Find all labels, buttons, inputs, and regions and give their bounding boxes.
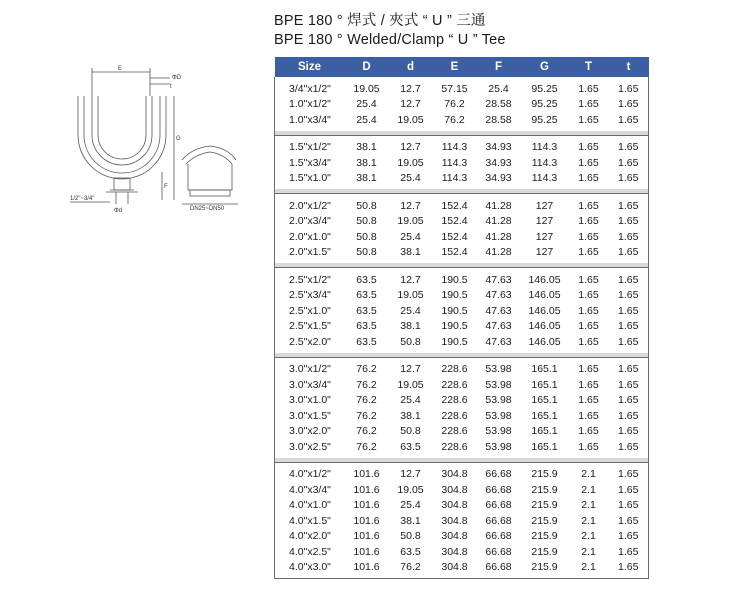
size-cell: 2.0"x3/4" (275, 214, 345, 230)
value-cell: 146.05 (528, 320, 561, 333)
value-cell: 215.9 (531, 514, 558, 527)
value-cell: 1.65 (578, 363, 599, 376)
value-cell: 165.1 (531, 394, 558, 407)
value-cell: 41.28 (485, 230, 512, 243)
table-row (275, 155, 649, 171)
value-cell: 1.65 (609, 155, 649, 171)
header-e: E (433, 57, 477, 77)
value-cell: 1.65 (609, 288, 649, 304)
value-cell: 76.2 (389, 560, 433, 579)
value-cell: 41.28 (485, 246, 512, 259)
size-cell: 2.0"x1/2" (275, 198, 345, 214)
table-header-row (275, 57, 649, 77)
value-cell: 190.5 (441, 335, 468, 348)
table-row (275, 482, 649, 498)
value-cell: 215.9 (521, 560, 569, 579)
value-cell: 34.93 (485, 172, 512, 185)
value-cell: 63.5 (356, 273, 377, 286)
dim-label-phid-inner: Φd (114, 208, 123, 214)
value-cell: 127 (535, 199, 554, 212)
value-cell: 19.05 (353, 82, 380, 95)
value-cell: 28.58 (485, 113, 512, 126)
value-cell: 1.65 (578, 230, 599, 243)
value-cell: 1.65 (578, 394, 599, 407)
value-cell: 76.2 (444, 98, 465, 111)
value-cell: 146.05 (528, 289, 561, 302)
value-cell: 66.68 (485, 499, 512, 512)
value-cell: 1.65 (609, 214, 649, 230)
value-cell: 25.4 (400, 304, 421, 317)
value-cell: 12.7 (400, 199, 421, 212)
value-cell: 47.63 (485, 273, 512, 286)
value-cell: 114.3 (441, 141, 468, 154)
table-row (275, 81, 649, 97)
value-cell: 1.65 (578, 98, 599, 111)
table-row (275, 198, 649, 214)
value-cell: 12.7 (400, 468, 421, 481)
value-cell: 1.65 (578, 378, 599, 391)
table-row (275, 513, 649, 529)
value-cell: 34.93 (485, 141, 512, 154)
value-cell: 95.25 (531, 82, 558, 95)
header-t-upper: T (569, 57, 609, 77)
value-cell: 215.9 (531, 499, 558, 512)
value-cell: 1.65 (578, 273, 599, 286)
value-cell: 76.2 (356, 378, 377, 391)
value-cell: 127 (535, 215, 554, 228)
value-cell: 2.1 (569, 560, 609, 579)
header-d-inner: d (389, 57, 433, 77)
value-cell: 1.65 (609, 362, 649, 378)
value-cell: 63.5 (356, 335, 377, 348)
size-cell: 3.0"x2.5" (275, 439, 345, 458)
size-cell: 4.0"x2.0" (275, 529, 345, 545)
value-cell: 146.05 (528, 304, 561, 317)
value-cell: 101.6 (353, 530, 380, 543)
table-row (275, 171, 649, 190)
size-cell: 2.5"x1.5" (275, 319, 345, 335)
value-cell: 38.1 (400, 409, 421, 422)
value-cell: 38.1 (356, 156, 377, 169)
value-cell: 25.4 (400, 499, 421, 512)
value-cell: 190.5 (441, 273, 468, 286)
value-cell: 114.3 (531, 172, 558, 185)
value-cell: 101.6 (353, 545, 380, 558)
value-cell: 47.63 (485, 289, 512, 302)
size-cell: 4.0"x2.5" (275, 544, 345, 560)
value-cell: 165.1 (531, 363, 558, 376)
value-cell: 304.8 (441, 545, 468, 558)
value-cell: 2.1 (581, 545, 596, 558)
value-cell: 25.4 (400, 394, 421, 407)
value-cell: 50.8 (400, 530, 421, 543)
value-cell: 1.65 (578, 246, 599, 259)
table-row (275, 319, 649, 335)
value-cell: 1.65 (609, 482, 649, 498)
value-cell: 101.6 (353, 468, 380, 481)
value-cell: 1.65 (609, 198, 649, 214)
value-cell: 1.65 (578, 425, 599, 438)
value-cell: 53.98 (485, 409, 512, 422)
value-cell: 12.7 (400, 82, 421, 95)
value-cell: 34.93 (485, 156, 512, 169)
size-cell: 2.5"x1.0" (275, 303, 345, 319)
value-cell: 1.65 (609, 377, 649, 393)
value-cell: 228.6 (441, 409, 468, 422)
value-cell: 228.6 (441, 378, 468, 391)
size-cell: 2.0"x1.5" (275, 245, 345, 264)
value-cell: 66.68 (485, 514, 512, 527)
value-cell: 95.25 (531, 113, 558, 126)
value-cell: 1.65 (609, 498, 649, 514)
value-cell: 228.6 (441, 394, 468, 407)
header-size: Size (275, 57, 345, 77)
value-cell: 146.05 (528, 273, 561, 286)
value-cell: 76.2 (444, 113, 465, 126)
size-cell: 3/4"x1/2" (275, 81, 345, 97)
value-cell: 50.8 (400, 335, 421, 348)
value-cell: 127 (535, 230, 554, 243)
value-cell: 152.4 (441, 199, 468, 212)
table-row (275, 303, 649, 319)
value-cell: 1.65 (578, 156, 599, 169)
value-cell: 1.65 (578, 320, 599, 333)
title-chinese: BPE 180 ° 焊式 / 夾式 “ U ” 三通 (274, 13, 486, 29)
header-g: G (521, 57, 569, 77)
value-cell: 152.4 (441, 215, 468, 228)
value-cell: 1.65 (578, 304, 599, 317)
value-cell: 12.7 (400, 141, 421, 154)
size-cell: 3.0"x1.0" (275, 393, 345, 409)
size-cell: 4.0"x3.0" (275, 560, 345, 579)
value-cell: 50.8 (356, 246, 377, 259)
value-cell: 1.65 (578, 172, 599, 185)
value-cell: 19.05 (397, 215, 424, 228)
value-cell: 101.6 (353, 514, 380, 527)
value-cell: 1.65 (609, 140, 649, 156)
dim-label-g: G (176, 136, 181, 142)
table-row (275, 560, 649, 579)
value-cell: 1.65 (578, 215, 599, 228)
value-cell: 38.1 (356, 172, 377, 185)
table-row (275, 377, 649, 393)
title-block (274, 12, 506, 50)
value-cell: 1.65 (609, 424, 649, 440)
value-cell: 19.05 (397, 113, 424, 126)
size-cell: 3.0"x1.5" (275, 408, 345, 424)
value-cell: 1.65 (609, 544, 649, 560)
table-row (275, 498, 649, 514)
size-cell: 4.0"x1/2" (275, 467, 345, 483)
value-cell: 50.8 (400, 425, 421, 438)
value-cell: 1.65 (609, 334, 649, 353)
value-cell: 228.6 (441, 363, 468, 376)
value-cell: 38.1 (356, 141, 377, 154)
value-cell: 76.2 (356, 440, 377, 453)
table-row (275, 362, 649, 378)
value-cell: 38.1 (400, 246, 421, 259)
value-cell: 215.9 (531, 545, 558, 558)
value-cell: 25.4 (488, 82, 509, 95)
table-row (275, 288, 649, 304)
value-cell: 1.65 (609, 112, 649, 131)
value-cell: 76.2 (356, 394, 377, 407)
value-cell: 304.8 (441, 468, 468, 481)
value-cell: 76.2 (356, 425, 377, 438)
value-cell: 1.65 (609, 467, 649, 483)
value-cell: 190.5 (441, 304, 468, 317)
value-cell: 304.8 (441, 499, 468, 512)
value-cell: 215.9 (531, 483, 558, 496)
value-cell: 47.63 (485, 304, 512, 317)
table-row (275, 245, 649, 264)
table-row (275, 97, 649, 113)
value-cell: 114.3 (441, 172, 468, 185)
value-cell: 114.3 (441, 156, 468, 169)
size-cell: 2.5"x2.0" (275, 334, 345, 353)
value-cell: 12.7 (400, 363, 421, 376)
value-cell: 63.5 (356, 320, 377, 333)
dim-label-phid-outer: ΦD (172, 75, 182, 81)
size-cell: 4.0"x3/4" (275, 482, 345, 498)
value-cell: 1.65 (609, 529, 649, 545)
value-cell: 1.65 (609, 513, 649, 529)
value-cell: 152.4 (441, 230, 468, 243)
table-row (275, 424, 649, 440)
value-cell: 76.2 (356, 363, 377, 376)
value-cell: 76.2 (356, 409, 377, 422)
size-cell: 4.0"x1.0" (275, 498, 345, 514)
value-cell: 50.8 (356, 199, 377, 212)
value-cell: 66.68 (485, 468, 512, 481)
value-cell: 146.05 (528, 335, 561, 348)
table-row (275, 112, 649, 131)
value-cell: 38.1 (400, 514, 421, 527)
value-cell: 25.4 (400, 172, 421, 185)
value-cell: 1.65 (609, 319, 649, 335)
size-cell: 1.5"x1.0" (275, 171, 345, 190)
size-cell: 1.5"x1/2" (275, 140, 345, 156)
value-cell: 215.9 (531, 530, 558, 543)
table-row (275, 529, 649, 545)
value-cell: 1.65 (578, 113, 599, 126)
value-cell: 19.05 (397, 156, 424, 169)
table-row (275, 439, 649, 458)
value-cell: 165.1 (531, 425, 558, 438)
value-cell: 25.4 (356, 113, 377, 126)
value-cell: 95.25 (531, 98, 558, 111)
size-cell: 3.0"x2.0" (275, 424, 345, 440)
value-cell: 53.98 (485, 394, 512, 407)
table-row (275, 214, 649, 230)
dim-label-e: E (118, 66, 123, 72)
value-cell: 1.65 (578, 409, 599, 422)
value-cell: 1.65 (609, 439, 649, 458)
table-row (275, 408, 649, 424)
value-cell: 63.5 (356, 289, 377, 302)
dim-label-f: F (164, 184, 168, 190)
value-cell: 114.3 (531, 141, 558, 154)
value-cell: 304.8 (441, 483, 468, 496)
table-body (275, 77, 649, 579)
value-cell: 25.4 (400, 230, 421, 243)
dim-label-dn: DN25~DN50 (190, 206, 225, 212)
header-f: F (477, 57, 521, 77)
value-cell: 114.3 (531, 156, 558, 169)
table-row (275, 140, 649, 156)
value-cell: 41.28 (485, 199, 512, 212)
value-cell: 228.6 (441, 440, 468, 453)
value-cell: 101.6 (345, 560, 389, 579)
value-cell: 66.68 (485, 545, 512, 558)
value-cell: 190.5 (441, 320, 468, 333)
value-cell: 63.5 (356, 304, 377, 317)
value-cell: 1.65 (609, 560, 649, 579)
value-cell: 101.6 (353, 483, 380, 496)
value-cell: 1.65 (609, 171, 649, 190)
size-cell: 3.0"x1/2" (275, 362, 345, 378)
value-cell: 19.05 (397, 483, 424, 496)
value-cell: 127 (535, 246, 554, 259)
value-cell: 25.4 (356, 98, 377, 111)
value-cell: 165.1 (531, 409, 558, 422)
size-cell: 2.5"x3/4" (275, 288, 345, 304)
u-tee-drawing (70, 60, 245, 220)
value-cell: 12.7 (400, 98, 421, 111)
size-cell: 1.0"x3/4" (275, 112, 345, 131)
size-cell: 3.0"x3/4" (275, 377, 345, 393)
table-row (275, 272, 649, 288)
value-cell: 215.9 (531, 468, 558, 481)
size-cell: 4.0"x1.5" (275, 513, 345, 529)
table-row (275, 393, 649, 409)
value-cell: 1.65 (578, 199, 599, 212)
value-cell: 41.28 (485, 215, 512, 228)
value-cell: 1.65 (609, 393, 649, 409)
title-english: BPE 180 ° Welded/Clamp “ U ” Tee (274, 32, 506, 48)
value-cell: 66.68 (477, 560, 521, 579)
value-cell: 63.5 (400, 440, 421, 453)
value-cell: 19.05 (397, 289, 424, 302)
value-cell: 2.1 (581, 483, 596, 496)
value-cell: 1.65 (609, 272, 649, 288)
value-cell: 66.68 (485, 483, 512, 496)
dim-label-t: t (170, 84, 172, 90)
size-cell: 1.0"x1/2" (275, 97, 345, 113)
dim-label-half: 1/2"~3/4" (70, 196, 95, 202)
value-cell: 2.1 (581, 514, 596, 527)
value-cell: 2.1 (581, 468, 596, 481)
value-cell: 304.8 (441, 530, 468, 543)
value-cell: 12.7 (400, 273, 421, 286)
value-cell: 1.65 (578, 335, 599, 348)
size-cell: 1.5"x3/4" (275, 155, 345, 171)
value-cell: 304.8 (433, 560, 477, 579)
size-cell: 2.5"x1/2" (275, 272, 345, 288)
table-row (275, 467, 649, 483)
size-cell: 2.0"x1.0" (275, 229, 345, 245)
value-cell: 47.63 (485, 320, 512, 333)
value-cell: 1.65 (578, 82, 599, 95)
value-cell: 228.6 (441, 425, 468, 438)
value-cell: 1.65 (578, 440, 599, 453)
value-cell: 66.68 (485, 530, 512, 543)
value-cell: 28.58 (485, 98, 512, 111)
value-cell: 47.63 (485, 335, 512, 348)
value-cell: 53.98 (485, 425, 512, 438)
value-cell: 152.4 (441, 246, 468, 259)
table-row (275, 544, 649, 560)
value-cell: 165.1 (531, 378, 558, 391)
value-cell: 1.65 (609, 97, 649, 113)
value-cell: 1.65 (578, 289, 599, 302)
value-cell: 38.1 (400, 320, 421, 333)
value-cell: 190.5 (441, 289, 468, 302)
value-cell: 165.1 (531, 440, 558, 453)
header-t-lower: t (609, 57, 649, 77)
value-cell: 1.65 (609, 408, 649, 424)
value-cell: 53.98 (485, 363, 512, 376)
value-cell: 50.8 (356, 230, 377, 243)
dimension-table-wrapper (274, 57, 648, 579)
value-cell: 53.98 (485, 378, 512, 391)
value-cell: 63.5 (400, 545, 421, 558)
value-cell: 2.1 (581, 530, 596, 543)
value-cell: 50.8 (356, 215, 377, 228)
value-cell: 1.65 (609, 245, 649, 264)
value-cell: 1.65 (578, 141, 599, 154)
value-cell: 304.8 (441, 514, 468, 527)
table-row (275, 334, 649, 353)
value-cell: 101.6 (353, 499, 380, 512)
value-cell: 57.15 (441, 82, 468, 95)
value-cell: 1.65 (609, 229, 649, 245)
value-cell: 53.98 (485, 440, 512, 453)
value-cell: 1.65 (609, 303, 649, 319)
table-row (275, 229, 649, 245)
value-cell: 19.05 (397, 378, 424, 391)
dimension-table (274, 57, 649, 579)
header-d-outer: D (345, 57, 389, 77)
value-cell: 1.65 (609, 81, 649, 97)
value-cell: 2.1 (581, 499, 596, 512)
